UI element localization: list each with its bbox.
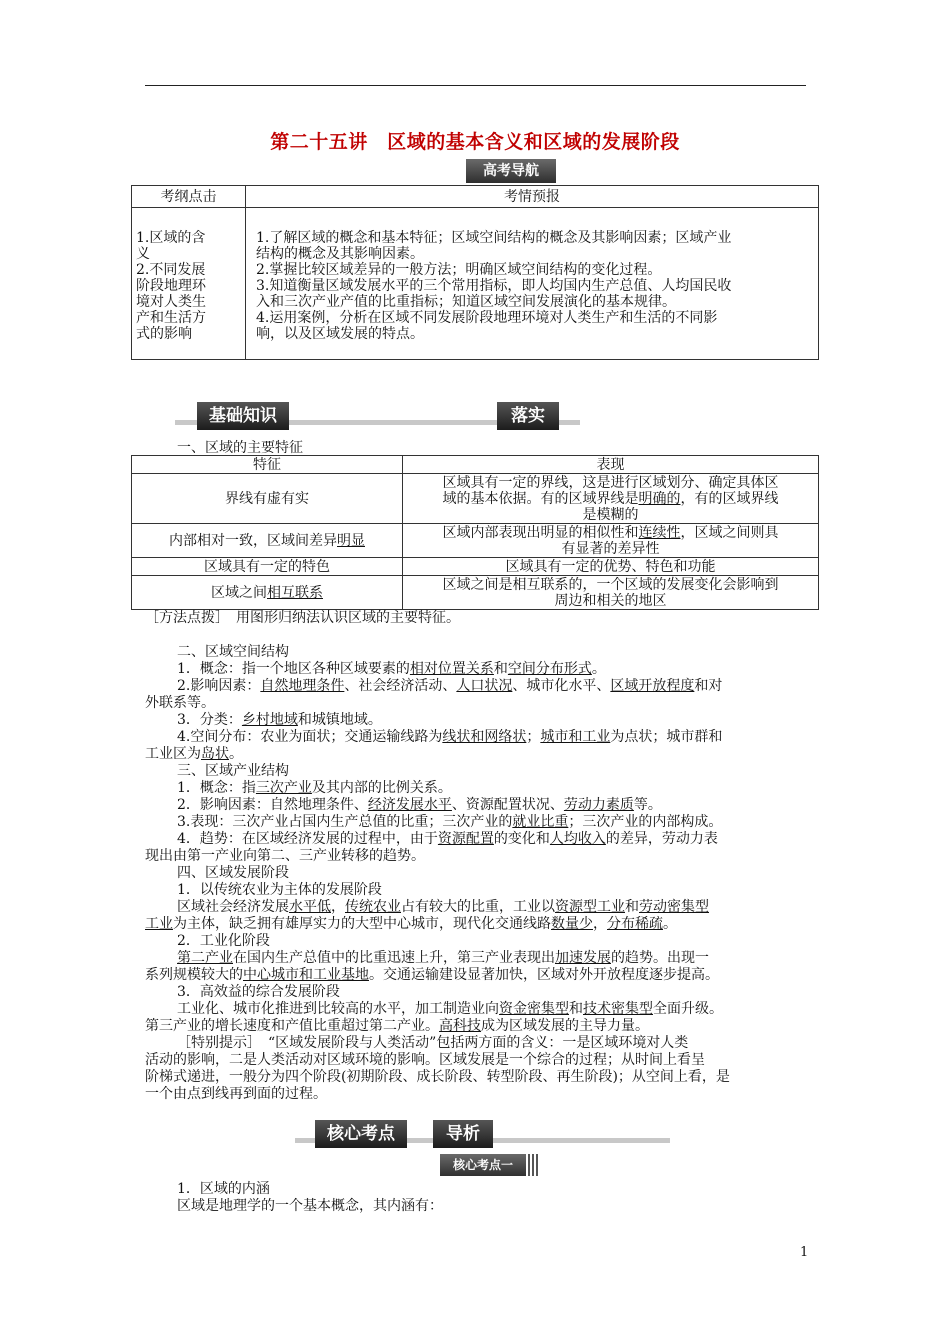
section3-heading: 三、区域产业结构	[177, 763, 289, 779]
nav-col2-line: 2.掌握比较区域差异的一般方法；明确区域空间结构的变化过程。	[256, 262, 662, 278]
underlined-term: 人口状况	[456, 678, 513, 694]
section2-heading: 二、区域空间结构	[177, 644, 289, 660]
feature-cell	[132, 576, 403, 610]
underlined-term: 技术密集型	[583, 1001, 653, 1017]
nav-col1-header: 考纲点击	[132, 186, 246, 208]
nav-col1-body	[132, 208, 246, 360]
underlined-term: 劳动力素质	[563, 797, 634, 813]
banner-right: 落实	[497, 402, 559, 430]
text-span: 2.影响因素：	[177, 678, 261, 694]
text-span: 工业区为	[145, 746, 201, 762]
text-span: 全面升级。	[653, 1001, 723, 1017]
text-span: 系列规模较大的	[145, 967, 243, 983]
underlined-term: 第二产业	[177, 950, 233, 966]
gaokao-nav-badge: 高考导航	[466, 159, 556, 183]
section4-line	[145, 1018, 815, 1035]
underlined-term: 空间分布形式	[507, 661, 592, 677]
text-span: 3．分类：	[177, 712, 242, 728]
section4-line	[145, 916, 815, 933]
underlined-term: 岛状	[201, 746, 229, 762]
section3-line	[177, 831, 847, 848]
underlined-term: 加速发展	[555, 950, 611, 966]
page-number: 1	[800, 1245, 809, 1260]
banner-left: 基础知识	[197, 402, 289, 430]
nav-col2-line: 1.了解区域的概念和基本特征；区域空间结构的概念及其影响因素；区域产业	[256, 230, 732, 246]
text-span: 区域之间	[211, 584, 267, 601]
text-span: 内部相对一致，区域间差异	[169, 532, 337, 549]
page-title: 第二十五讲 区域的基本含义和区域的发展阶段	[270, 131, 680, 153]
features-header-expression: 表现	[403, 456, 819, 474]
nav-col1-line: 式的影响	[136, 326, 192, 342]
text-span: 区域内部表现出明显的相似性和	[442, 524, 639, 541]
underlined-term: 高科技	[439, 1018, 481, 1034]
nav-col1-line: 1.区域的含	[136, 230, 206, 246]
text-span: 2．影响因素：自然地理条件、	[177, 797, 368, 813]
nav-col1-line: 产和生活方	[136, 310, 206, 326]
underlined-term: 区域开放程度	[610, 678, 695, 694]
section3-line	[177, 814, 847, 831]
feature-cell: 区域具有一定的特色	[132, 558, 403, 576]
nav-col2-header: 考情预报	[246, 186, 819, 208]
features-header-feature: 特征	[132, 456, 403, 474]
underlined-term: 资源配置	[437, 831, 494, 847]
text-span: 3.表现：三次产业占国内生产总值的比重；三次产业的	[177, 814, 513, 830]
text-span: 。	[229, 746, 243, 762]
text-span: 1．概念：指一个地区各种区域要素的	[177, 661, 410, 677]
underlined-term: 明显	[337, 532, 365, 549]
top-rule	[145, 85, 806, 86]
nav-col2-line: 结构的概念及其影响因素。	[256, 246, 424, 262]
text-span: ，	[593, 916, 607, 932]
text-span: 、城市化水平、	[512, 678, 611, 694]
text-span: 1．概念：指	[177, 780, 256, 796]
nav-col2-line: 3.知道衡量区域发展水平的三个常用指标，即人均国内生产总值、人均国民收	[256, 278, 732, 294]
section3-line	[177, 780, 847, 797]
text-span: 和对	[694, 678, 723, 694]
nav-col2-line: 4.运用案例，分析在区域不同发展阶段地理环境对人类生产和生活的不同影	[256, 310, 718, 326]
text-span: 成为区域发展的主导力量。	[481, 1018, 649, 1034]
method-tip: ［方法点拨］ 用图形归纳法认识区域的主要特征。	[145, 610, 460, 626]
core-point-badge: 核心考点一	[440, 1154, 526, 1176]
underlined-term: 资金密集型	[499, 1001, 569, 1017]
section4-subheading: 2．工业化阶段	[177, 933, 270, 949]
text-span: 为主体，缺乏拥有雄厚实力的大型中心城市，现代化交通线路	[173, 916, 551, 932]
underlined-term: 连续性	[638, 524, 681, 541]
expression-cell: 区域具有一定的优势、特色和功能	[403, 558, 819, 576]
text-span: 。交通运输建设显著加快，区域对外开放程度逐步提高。	[369, 967, 719, 983]
banner-core-points	[295, 1120, 670, 1150]
text-span: 等。	[633, 797, 662, 813]
nav-col1-line: 境对人类生	[136, 294, 206, 310]
section4-heading: 四、区域发展阶段	[177, 865, 289, 881]
text-span: 。	[663, 916, 677, 932]
section4-subheading: 3．高效益的综合发展阶段	[177, 984, 340, 1000]
text-span: 的差异，劳动力表	[605, 831, 718, 847]
underlined-term: 资源型工业	[555, 899, 625, 915]
section2-line: 外联系等。	[145, 695, 215, 711]
underlined-term: 就业比重	[512, 814, 569, 830]
special-note-line: 活动的影响，二是人类活动对区域环境的影响。区域发展是一个综合的过程；从时间上看呈	[145, 1052, 705, 1068]
text-span: 和城镇地域。	[297, 712, 382, 728]
text-span: 的变化和	[493, 831, 550, 847]
feature-cell: 界线有虚有实	[132, 474, 403, 524]
nav-col1-line: 阶段地理环	[136, 278, 206, 294]
section3-line	[177, 797, 847, 814]
underlined-term: 分布稀疏	[607, 916, 663, 932]
text-span: ，有的区域界线	[680, 490, 779, 507]
expression-cell	[403, 474, 819, 524]
section4-line	[177, 950, 847, 967]
underlined-term: 相互联系	[267, 584, 323, 601]
section5-line: 区域是地理学的一个基本概念，其内涵有：	[177, 1198, 443, 1214]
underlined-term: 乡村地域	[241, 712, 298, 728]
text-span: 区域社会经济发展	[177, 899, 289, 915]
text-span: 第三产业的增长速度和产值比重超过第二产业。	[145, 1018, 439, 1034]
section4-line	[145, 967, 815, 984]
underlined-term: 人均收入	[549, 831, 606, 847]
nav-table	[131, 185, 819, 360]
section5-heading: 1．区域的内涵	[177, 1181, 270, 1197]
section2-line	[177, 712, 847, 729]
features-table	[131, 455, 819, 610]
underlined-term: 线状和网络状	[442, 729, 527, 745]
text-span: ；三次产业的内部构成。	[568, 814, 723, 830]
nav-col2-body	[246, 208, 819, 360]
nav-col1-line: 义	[136, 246, 150, 262]
text-span: ，	[331, 899, 345, 915]
expression-cell	[403, 576, 819, 610]
section2-line	[177, 678, 847, 695]
section2-line	[177, 661, 847, 678]
banner-right: 导析	[433, 1120, 493, 1148]
special-note-line: 一个由点到线再到面的过程。	[145, 1086, 327, 1102]
text-span: ，区域之间则具	[680, 524, 779, 541]
section4-subheading: 1．以传统农业为主体的发展阶段	[177, 882, 382, 898]
nav-col1-line: 2.不同发展	[136, 262, 206, 278]
nav-col2-line: 入和三次产业产值的比重指标；知道区域空间发展演化的基本规律。	[256, 294, 676, 310]
section2-line	[177, 729, 847, 746]
underlined-term: 经济发展水平	[367, 797, 452, 813]
text-span: 和	[493, 661, 508, 677]
text-span: 占有较大的比重，工业以	[401, 899, 555, 915]
text-span: 、社会经济活动、	[344, 678, 457, 694]
text-span: 的趋势。出现一	[611, 950, 709, 966]
text-span: 和	[625, 899, 639, 915]
nav-col2-line: 响，以及区域发展的特点。	[256, 326, 424, 342]
underlined-term: 传统农业	[345, 899, 401, 915]
underlined-term: 中心城市和工业基地	[243, 967, 369, 983]
expression-line	[407, 491, 814, 507]
underlined-term: 水平低	[289, 899, 331, 915]
underlined-term: 明确的	[638, 490, 681, 507]
text-span: 域的基本依据。有的区域界线是	[442, 490, 639, 507]
core-badge-stripes	[528, 1154, 538, 1176]
expression-line: 区域具有一定的界线，这是进行区域划分、确定具体区	[442, 474, 779, 491]
underlined-term: 相对位置关系	[409, 661, 494, 677]
text-span: 和	[569, 1001, 583, 1017]
text-span: 为点状；城市群和	[610, 729, 723, 745]
expression-cell	[403, 524, 819, 558]
section1-heading: 一、区域的主要特征	[177, 440, 303, 456]
underlined-term: 城市和工业	[540, 729, 611, 745]
expression-line: 是模糊的	[582, 506, 639, 523]
underlined-term: 劳动密集型	[639, 899, 709, 915]
banner-basic-knowledge	[175, 402, 580, 432]
section3-line: 现出由第一产业向第二、三产业转移的趋势。	[145, 848, 425, 864]
underlined-term: 数量少	[551, 916, 593, 932]
feature-cell	[132, 524, 403, 558]
underlined-term: 三次产业	[255, 780, 312, 796]
text-span: 。	[591, 661, 606, 677]
section2-line	[145, 746, 815, 763]
banner-left: 核心考点	[315, 1120, 407, 1148]
section4-line	[177, 1001, 847, 1018]
expression-line: 周边和相关的地区	[554, 592, 667, 609]
special-note-line: ［特别提示］ “区域发展阶段与人类活动”包括两方面的含义：一是区域环境对人类	[177, 1035, 689, 1051]
text-span: ；	[526, 729, 541, 745]
text-span: 、资源配置状况、	[451, 797, 564, 813]
expression-line: 有显著的差异性	[561, 540, 660, 557]
underlined-term: 自然地理条件	[260, 678, 345, 694]
text-span: 在国内生产总值中的比重迅速上升，第三产业表现出	[233, 950, 555, 966]
expression-line	[407, 525, 814, 541]
section4-line	[177, 899, 847, 916]
underlined-term: 工业	[145, 916, 173, 932]
text-span: 工业化、城市化推进到比较高的水平，加工制造业向	[177, 1001, 499, 1017]
text-span: 及其内部的比例关系。	[311, 780, 452, 796]
expression-line: 区域之间是相互联系的，一个区域的发展变化会影响到	[442, 576, 779, 593]
special-note-line: 阶梯式递进，一般分为四个阶段(初期阶段、成长阶段、转型阶段、再生阶段)；从空间上看，是	[145, 1069, 730, 1085]
text-span: 4.空间分布：农业为面状；交通运输线路为	[177, 729, 443, 745]
text-span: 4．趋势：在区域经济发展的过程中，由于	[177, 831, 438, 847]
